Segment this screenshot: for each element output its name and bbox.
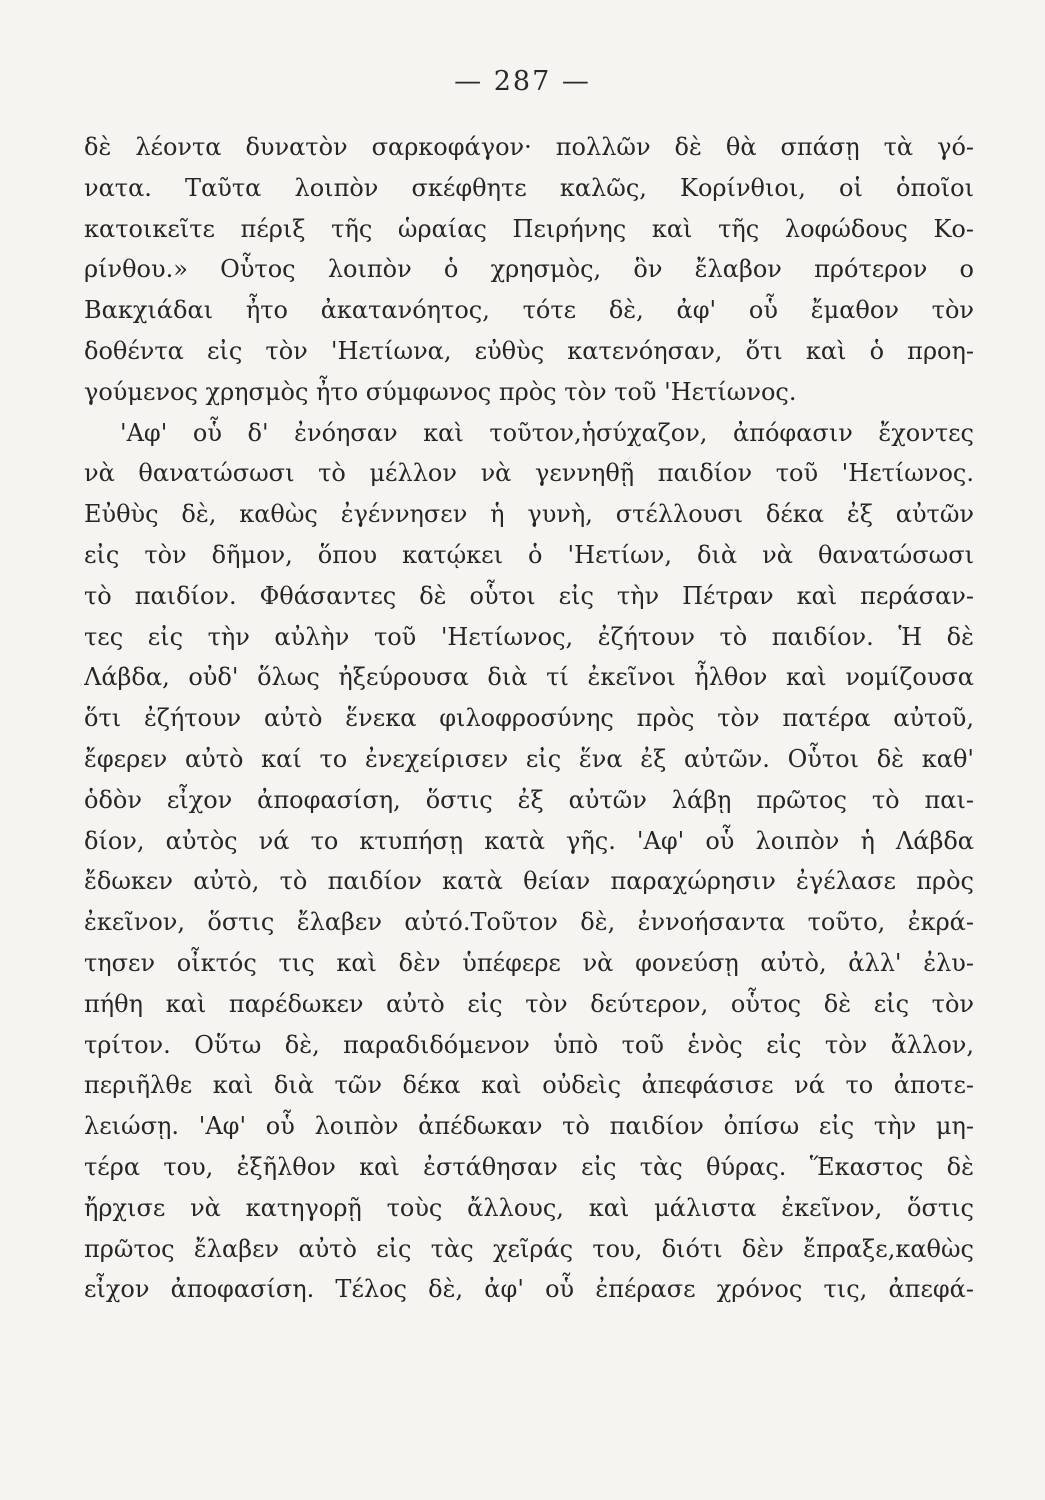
text-line: δίον, αὐτὸς νά το κτυπήσῃ κατὰ γῆς. 'Αφ' οὗ λοιπὸν ἡ Λάβδα (84, 826, 974, 855)
text-line: ὁδὸν εἶχον ἀποφασίση, ὅστις ἐξ αὐτῶν λάβῃ πρῶτος τὸ παι- (84, 785, 974, 814)
text-line: νατα. Ταῦτα λοιπὸν σκέφθητε καλῶς, Κορίνθιοι, οἱ ὁποῖοι (84, 173, 974, 202)
text-line: τρίτον. Οὕτω δὲ, παραδιδόμενον ὑπὸ τοῦ ἑνὸς εἰς τὸν ἄλλον, (84, 1030, 974, 1059)
text-line: δοθέντα εἰς τὸν 'Ηετίωνα, εὐθὺς κατενόησαν, ὅτι καὶ ὁ προη- (84, 336, 974, 365)
body-text (84, 127, 974, 1310)
text-line: γούμενος χρησμὸς ἦτο σύμφωνος πρὸς τὸν τοῦ 'Ηετίωνος. (84, 377, 797, 406)
text-line: πήθη καὶ παρέδωκεν αὐτὸ εἰς τὸν δεύτερον, οὗτος δὲ εἰς τὸν (84, 989, 974, 1018)
text-line: Λάβδα, οὐδ' ὅλως ἠξεύρουσα διὰ τί ἐκεῖνοι ἦλθον καὶ νομίζουσα (84, 663, 974, 692)
page-number: — 287 — (454, 66, 591, 97)
text-line: νὰ θανατώσωσι τὸ μέλλον νὰ γεννηθῇ παιδίον τοῦ 'Ηετίωνος. (84, 459, 974, 488)
text-line: περιῆλθε καὶ διὰ τῶν δέκα καὶ οὐδεὶς ἀπεφάσισε νά το ἀποτε- (84, 1071, 974, 1100)
text-line: τες εἰς τὴν αὐλὴν τοῦ 'Ηετίωνος, ἐζήτουν τὸ παιδίον. Ἡ δὲ (84, 622, 974, 651)
text-line: ἐκεῖνον, ὅστις ἔλαβεν αὐτό.Τοῦτον δὲ, ἐννοήσαντα τοῦτο, ἐκρά- (84, 908, 974, 937)
text-line: δὲ λέοντα δυνατὸν σαρκοφάγον· πολλῶν δὲ θὰ σπάσῃ τὰ γό- (84, 133, 974, 161)
text-line: ρίνθου.» Οὗτος λοιπὸν ὁ χρησμὸς, ὃν ἔλαβον πρότερον ο (84, 255, 974, 284)
text-line: ἤρχισε νὰ κατηγορῇ τοὺς ἄλλους, καὶ μάλιστα ἐκεῖνον, ὅστις (84, 1193, 974, 1222)
text-line: τησεν οἶκτός τις καὶ δὲν ὑπέφερε νὰ φονεύσῃ αὐτὸ, ἀλλ' ἐλυ- (84, 948, 974, 977)
text-line: πρῶτος ἔλαβεν αὐτὸ εἰς τὰς χεῖράς του, διότι δὲν ἔπραξε,καθὼς (84, 1234, 974, 1263)
text-line: τέρα του, ἐξῆλθον καὶ ἐστάθησαν εἰς τὰς θύρας. Ἕκαστος δὲ (84, 1152, 974, 1181)
text-line: 'Αφ' οὗ δ' ἐνόησαν καὶ τοῦτον,ἡσύχαζον, ἀπόφασιν ἔχοντες (120, 418, 974, 447)
text-line: εἶχον ἀποφασίση. Τέλος δὲ, ἀφ' οὗ ἐπέρασε χρόνος τις, ἀπεφά- (84, 1275, 974, 1304)
text-line: τὸ παιδίον. Φθάσαντες δὲ οὗτοι εἰς τὴν Πέτραν καὶ περάσαν- (84, 581, 974, 610)
text-line: λειώσῃ. 'Αφ' οὗ λοιπὸν ἀπέδωκαν τὸ παιδίον ὀπίσω εἰς τὴν μη- (84, 1112, 974, 1141)
text-line: ὅτι ἐζήτουν αὐτὸ ἕνεκα φιλοφροσύνης πρὸς τὸν πατέρα αὐτοῦ, (84, 704, 974, 733)
text-line: Βακχιάδαι ἦτο ἀκατανόητος, τότε δὲ, ἀφ' οὗ ἔμαθον τὸν (84, 296, 974, 325)
text-line: ἔδωκεν αὐτὸ, τὸ παιδίον κατὰ θείαν παραχώρησιν ἐγέλασε πρὸς (84, 867, 974, 896)
text-line: εἰς τὸν δῆμον, ὅπου κατῴκει ὁ 'Ηετίων, διὰ νὰ θανατώσωσι (84, 540, 974, 569)
text-line: Εὐθὺς δὲ, καθὼς ἐγέννησεν ἡ γυνὴ, στέλλουσι δέκα ἐξ αὐτῶν (84, 500, 974, 529)
text-line: ἔφερεν αὐτὸ καί το ἐνεχείρισεν εἰς ἕνα ἐξ αὐτῶν. Οὗτοι δὲ καθ' (84, 744, 974, 773)
text-line: κατοικεῖτε πέριξ τῆς ὡραίας Πειρήνης καὶ τῆς λοφώδους Κο- (84, 214, 974, 243)
